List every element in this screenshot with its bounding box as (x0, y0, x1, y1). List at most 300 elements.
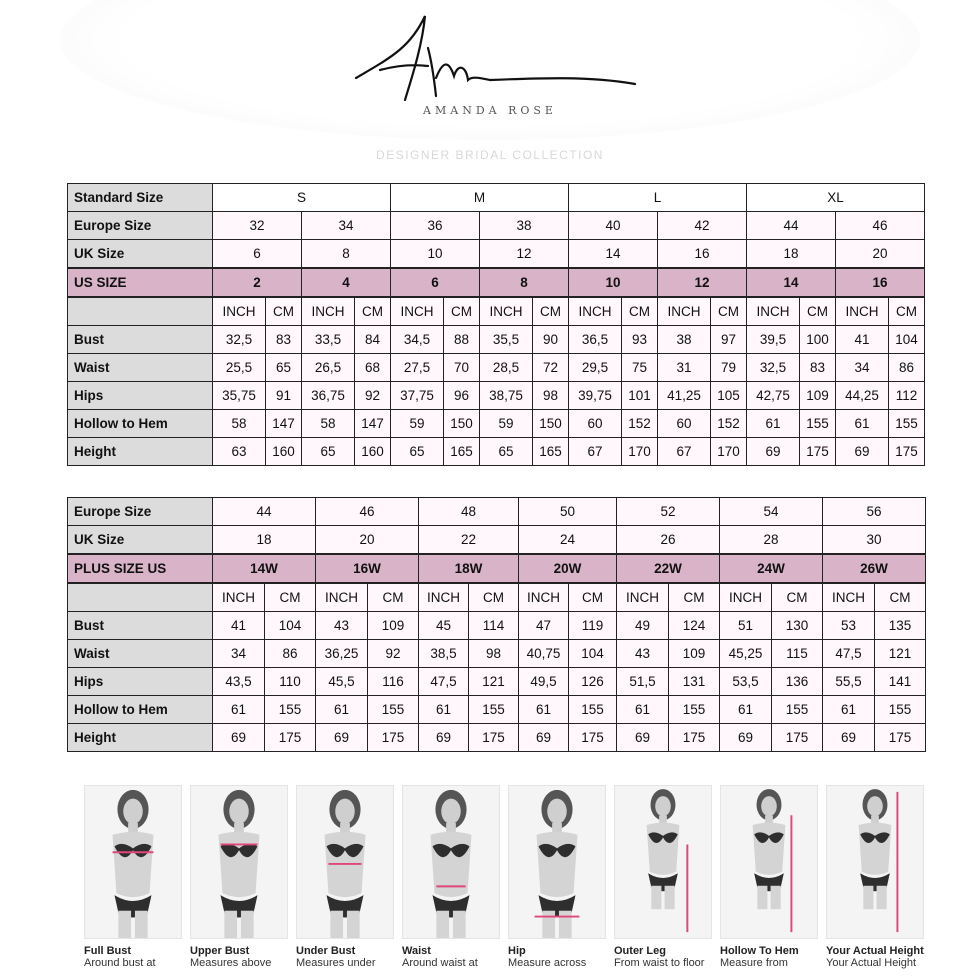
value-cell: 84 (355, 326, 391, 354)
value-cell: 58 (302, 410, 355, 438)
us-size-cell: 22W (617, 554, 720, 583)
value-cell: 79 (711, 354, 747, 382)
us-size-cell: 20W (519, 554, 617, 583)
europe-size-cell: 50 (519, 498, 617, 526)
value-cell: 61 (747, 410, 800, 438)
value-cell: 58 (213, 410, 266, 438)
europe-size-cell: 44 (747, 212, 836, 240)
row-label: Waist (68, 640, 213, 668)
value-cell: 41 (836, 326, 889, 354)
measurement-guide-item (84, 785, 182, 970)
value-cell: 53 (823, 612, 875, 640)
unit-cm-cell: CM (469, 583, 519, 612)
waist-figure-icon (403, 786, 499, 938)
value-cell: 155 (800, 410, 836, 438)
value-cell: 175 (800, 438, 836, 466)
value-cell: 114 (469, 612, 519, 640)
uk-size-cell: 18 (747, 240, 836, 269)
row-label: Hollow to Hem (68, 410, 213, 438)
value-cell: 65 (266, 354, 302, 382)
measurement-guide-item (190, 785, 288, 970)
signature-text: Am (380, 48, 382, 49)
height-figure-icon (827, 786, 923, 938)
brand-name: AMANDA ROSE (423, 104, 557, 117)
measurement-guide-item (402, 785, 500, 970)
value-cell: 68 (355, 354, 391, 382)
value-cell: 55,5 (823, 668, 875, 696)
unit-inch-cell: INCH (316, 583, 368, 612)
unit-cm-cell: CM (669, 583, 720, 612)
us-size-cell: 14W (213, 554, 316, 583)
row-label: Europe Size (68, 212, 213, 240)
value-cell: 96 (444, 382, 480, 410)
value-cell: 109 (669, 640, 720, 668)
uk-size-cell: 18 (213, 526, 316, 555)
europe-size-cell: 32 (213, 212, 302, 240)
figure-frame (508, 785, 606, 939)
unit-cm-cell: CM (875, 583, 926, 612)
uk-size-cell: 24 (519, 526, 617, 555)
value-cell: 160 (266, 438, 302, 466)
value-cell: 34 (213, 640, 265, 668)
value-cell: 165 (444, 438, 480, 466)
row-label: Waist (68, 354, 213, 382)
value-cell: 124 (669, 612, 720, 640)
value-cell: 175 (265, 724, 316, 752)
value-cell: 51,5 (617, 668, 669, 696)
value-cell: 31 (658, 354, 711, 382)
europe-size-cell: 38 (480, 212, 569, 240)
us-size-cell: 16W (316, 554, 419, 583)
guide-description: Around waist at (402, 957, 478, 969)
value-cell: 150 (533, 410, 569, 438)
measurement-row (68, 640, 926, 668)
us-size-cell: 4 (302, 268, 391, 297)
figure-frame (614, 785, 712, 939)
unit-inch-cell: INCH (213, 583, 265, 612)
value-cell: 61 (836, 410, 889, 438)
row-label: Bust (68, 326, 213, 354)
value-cell: 61 (519, 696, 569, 724)
plus-size-chart (67, 497, 926, 752)
value-cell: 147 (355, 410, 391, 438)
measurement-guide (84, 785, 924, 980)
value-cell: 69 (419, 724, 469, 752)
unit-inch-cell: INCH (519, 583, 569, 612)
value-cell: 61 (720, 696, 772, 724)
measurement-guide-item (614, 785, 712, 970)
uk-size-cell: 22 (419, 526, 519, 555)
us-size-cell: 18W (419, 554, 519, 583)
europe-size-row (68, 212, 925, 240)
uk-size-row (68, 526, 926, 555)
europe-size-cell: 54 (720, 498, 823, 526)
row-label (68, 297, 213, 326)
value-cell: 32,5 (747, 354, 800, 382)
value-cell: 109 (800, 382, 836, 410)
uk-size-cell: 12 (480, 240, 569, 269)
value-cell: 101 (622, 382, 658, 410)
guide-description: Around bust at (84, 957, 156, 969)
value-cell: 155 (265, 696, 316, 724)
uk-size-row (68, 240, 925, 269)
value-cell: 33,5 (302, 326, 355, 354)
value-cell: 175 (669, 724, 720, 752)
measurement-row (68, 410, 925, 438)
value-cell: 155 (569, 696, 617, 724)
figure-frame (720, 785, 818, 939)
value-cell: 109 (368, 612, 419, 640)
row-label: PLUS SIZE US (68, 554, 213, 583)
value-cell: 40,75 (519, 640, 569, 668)
unit-inch-cell: INCH (302, 297, 355, 326)
measurement-guide-item (508, 785, 606, 970)
us-size-cell: 2 (213, 268, 302, 297)
guide-description: From waist to floor (614, 957, 705, 969)
value-cell: 49,5 (519, 668, 569, 696)
measurement-guide-item (826, 785, 924, 970)
value-cell: 115 (772, 640, 823, 668)
row-label: UK Size (68, 240, 213, 269)
value-cell: 83 (266, 326, 302, 354)
value-cell: 47,5 (823, 640, 875, 668)
outer-leg-figure-icon (615, 786, 711, 938)
unit-row (68, 583, 926, 612)
standard-size-cell: L (569, 184, 747, 212)
value-cell: 29,5 (569, 354, 622, 382)
value-cell: 43,5 (213, 668, 265, 696)
guide-title: Full Bust (84, 945, 132, 957)
uk-size-cell: 20 (836, 240, 925, 269)
standard-size-cell: S (213, 184, 391, 212)
unit-cm-cell: CM (711, 297, 747, 326)
value-cell: 131 (669, 668, 720, 696)
value-cell: 88 (444, 326, 480, 354)
measurement-guide-item (720, 785, 818, 970)
value-cell: 53,5 (720, 668, 772, 696)
unit-cm-cell: CM (800, 297, 836, 326)
value-cell: 135 (875, 612, 926, 640)
value-cell: 119 (569, 612, 617, 640)
signature-logo (350, 8, 640, 108)
value-cell: 65 (480, 438, 533, 466)
value-cell: 98 (533, 382, 569, 410)
unit-cm-cell: CM (266, 297, 302, 326)
value-cell: 61 (316, 696, 368, 724)
value-cell: 70 (444, 354, 480, 382)
unit-cm-cell: CM (355, 297, 391, 326)
us-size-cell: 24W (720, 554, 823, 583)
row-label: Europe Size (68, 498, 213, 526)
row-label: Standard Size (68, 184, 213, 212)
value-cell: 155 (469, 696, 519, 724)
value-cell: 100 (800, 326, 836, 354)
value-cell: 152 (622, 410, 658, 438)
value-cell: 175 (772, 724, 823, 752)
uk-size-cell: 26 (617, 526, 720, 555)
value-cell: 44,25 (836, 382, 889, 410)
measurement-row (68, 438, 925, 466)
uk-size-cell: 28 (720, 526, 823, 555)
guide-description: Measures above (190, 957, 272, 969)
measurement-row (68, 668, 926, 696)
full-bust-figure-icon (85, 786, 181, 938)
value-cell: 65 (302, 438, 355, 466)
unit-cm-cell: CM (265, 583, 316, 612)
value-cell: 175 (368, 724, 419, 752)
unit-cm-cell: CM (569, 583, 617, 612)
uk-size-cell: 6 (213, 240, 302, 269)
guide-title: Hollow To Hem (720, 945, 799, 957)
value-cell: 155 (669, 696, 720, 724)
value-cell: 92 (368, 640, 419, 668)
value-cell: 60 (569, 410, 622, 438)
measurement-row (68, 696, 926, 724)
value-cell: 67 (658, 438, 711, 466)
unit-inch-cell: INCH (391, 297, 444, 326)
europe-size-cell: 48 (419, 498, 519, 526)
value-cell: 67 (569, 438, 622, 466)
measurement-row (68, 612, 926, 640)
us-size-cell: 12 (658, 268, 747, 297)
value-cell: 34 (836, 354, 889, 382)
figure-frame (402, 785, 500, 939)
measurement-row (68, 724, 926, 752)
value-cell: 90 (533, 326, 569, 354)
unit-cm-cell: CM (622, 297, 658, 326)
europe-size-cell: 44 (213, 498, 316, 526)
us-size-cell: 14 (747, 268, 836, 297)
value-cell: 136 (772, 668, 823, 696)
value-cell: 45,5 (316, 668, 368, 696)
unit-cm-cell: CM (889, 297, 925, 326)
value-cell: 160 (355, 438, 391, 466)
unit-inch-cell: INCH (419, 583, 469, 612)
value-cell: 42,75 (747, 382, 800, 410)
value-cell: 26,5 (302, 354, 355, 382)
figure-frame (296, 785, 394, 939)
us-size-row (68, 268, 925, 297)
value-cell: 141 (875, 668, 926, 696)
us-size-cell: 8 (480, 268, 569, 297)
value-cell: 61 (213, 696, 265, 724)
guide-title: Upper Bust (190, 945, 250, 957)
value-cell: 155 (772, 696, 823, 724)
value-cell: 39,75 (569, 382, 622, 410)
uk-size-cell: 14 (569, 240, 658, 269)
value-cell: 155 (889, 410, 925, 438)
measurement-row (68, 382, 925, 410)
value-cell: 69 (213, 724, 265, 752)
value-cell: 25,5 (213, 354, 266, 382)
unit-inch-cell: INCH (720, 583, 772, 612)
us-size-cell: 16 (836, 268, 925, 297)
figure-frame (826, 785, 924, 939)
us-size-cell: 10 (569, 268, 658, 297)
row-label: Bust (68, 612, 213, 640)
value-cell: 69 (836, 438, 889, 466)
value-cell: 130 (772, 612, 823, 640)
value-cell: 110 (265, 668, 316, 696)
value-cell: 45,25 (720, 640, 772, 668)
value-cell: 72 (533, 354, 569, 382)
value-cell: 121 (469, 668, 519, 696)
guide-description: Your Actual Height (826, 957, 917, 969)
value-cell: 97 (711, 326, 747, 354)
value-cell: 155 (875, 696, 926, 724)
europe-size-cell: 46 (836, 212, 925, 240)
unit-cm-cell: CM (772, 583, 823, 612)
value-cell: 86 (889, 354, 925, 382)
unit-inch-cell: INCH (213, 297, 266, 326)
value-cell: 41,25 (658, 382, 711, 410)
value-cell: 86 (265, 640, 316, 668)
measurement-guide-item (296, 785, 394, 970)
value-cell: 104 (889, 326, 925, 354)
brand-header (0, 0, 980, 175)
value-cell: 147 (266, 410, 302, 438)
row-label: Hips (68, 382, 213, 410)
value-cell: 69 (519, 724, 569, 752)
uk-size-cell: 20 (316, 526, 419, 555)
value-cell: 75 (622, 354, 658, 382)
under-bust-figure-icon (297, 786, 393, 938)
value-cell: 38,5 (419, 640, 469, 668)
value-cell: 93 (622, 326, 658, 354)
uk-size-cell: 30 (823, 526, 926, 555)
guide-title: Your Actual Height (826, 945, 924, 957)
plus-size-us-row (68, 554, 926, 583)
value-cell: 37,75 (391, 382, 444, 410)
uk-size-cell: 16 (658, 240, 747, 269)
hip-figure-icon (509, 786, 605, 938)
unit-inch-cell: INCH (569, 297, 622, 326)
value-cell: 92 (355, 382, 391, 410)
value-cell: 36,75 (302, 382, 355, 410)
guide-description: Measure from (720, 957, 788, 969)
value-cell: 175 (889, 438, 925, 466)
europe-size-cell: 42 (658, 212, 747, 240)
value-cell: 51 (720, 612, 772, 640)
unit-inch-cell: INCH (480, 297, 533, 326)
value-cell: 63 (213, 438, 266, 466)
standard-size-chart (67, 183, 925, 466)
value-cell: 35,5 (480, 326, 533, 354)
value-cell: 112 (889, 382, 925, 410)
guide-title: Waist (402, 945, 431, 957)
value-cell: 126 (569, 668, 617, 696)
value-cell: 35,75 (213, 382, 266, 410)
value-cell: 175 (469, 724, 519, 752)
value-cell: 83 (800, 354, 836, 382)
unit-cm-cell: CM (533, 297, 569, 326)
value-cell: 61 (823, 696, 875, 724)
value-cell: 98 (469, 640, 519, 668)
row-label: UK Size (68, 526, 213, 555)
value-cell: 45 (419, 612, 469, 640)
value-cell: 59 (391, 410, 444, 438)
guide-description: Measure across (508, 957, 587, 969)
guide-title: Outer Leg (614, 945, 666, 957)
uk-size-cell: 8 (302, 240, 391, 269)
upper-bust-figure-icon (191, 786, 287, 938)
row-label (68, 583, 213, 612)
europe-size-cell: 34 (302, 212, 391, 240)
measurement-row (68, 326, 925, 354)
value-cell: 38 (658, 326, 711, 354)
value-cell: 69 (316, 724, 368, 752)
value-cell: 36,5 (569, 326, 622, 354)
value-cell: 43 (316, 612, 368, 640)
value-cell: 69 (823, 724, 875, 752)
standard-size-cell: M (391, 184, 569, 212)
value-cell: 170 (711, 438, 747, 466)
value-cell: 38,75 (480, 382, 533, 410)
unit-inch-cell: INCH (747, 297, 800, 326)
value-cell: 43 (617, 640, 669, 668)
value-cell: 69 (747, 438, 800, 466)
row-label: Height (68, 724, 213, 752)
value-cell: 59 (480, 410, 533, 438)
value-cell: 150 (444, 410, 480, 438)
value-cell: 170 (622, 438, 658, 466)
value-cell: 104 (265, 612, 316, 640)
unit-row (68, 297, 925, 326)
value-cell: 104 (569, 640, 617, 668)
figure-frame (190, 785, 288, 939)
guide-description: Measures under (296, 957, 376, 969)
standard-size-cell: XL (747, 184, 925, 212)
hollow-to-hem-figure-icon (721, 786, 817, 938)
europe-size-cell: 52 (617, 498, 720, 526)
unit-inch-cell: INCH (658, 297, 711, 326)
value-cell: 34,5 (391, 326, 444, 354)
uk-size-cell: 10 (391, 240, 480, 269)
row-label: Hollow to Hem (68, 696, 213, 724)
guide-title: Under Bust (296, 945, 356, 957)
value-cell: 65 (391, 438, 444, 466)
unit-inch-cell: INCH (617, 583, 669, 612)
europe-size-cell: 56 (823, 498, 926, 526)
us-size-cell: 26W (823, 554, 926, 583)
europe-size-cell: 40 (569, 212, 658, 240)
value-cell: 91 (266, 382, 302, 410)
value-cell: 27,5 (391, 354, 444, 382)
guide-title: Hip (508, 945, 526, 957)
row-label: US SIZE (68, 268, 213, 297)
value-cell: 175 (875, 724, 926, 752)
value-cell: 60 (658, 410, 711, 438)
value-cell: 47 (519, 612, 569, 640)
figure-frame (84, 785, 182, 939)
value-cell: 175 (569, 724, 617, 752)
value-cell: 121 (875, 640, 926, 668)
value-cell: 39,5 (747, 326, 800, 354)
unit-cm-cell: CM (444, 297, 480, 326)
unit-inch-cell: INCH (823, 583, 875, 612)
europe-size-cell: 36 (391, 212, 480, 240)
standard-size-row (68, 184, 925, 212)
measurement-row (68, 354, 925, 382)
value-cell: 41 (213, 612, 265, 640)
us-size-cell: 6 (391, 268, 480, 297)
unit-inch-cell: INCH (836, 297, 889, 326)
europe-size-row (68, 498, 926, 526)
value-cell: 49 (617, 612, 669, 640)
unit-cm-cell: CM (368, 583, 419, 612)
value-cell: 47,5 (419, 668, 469, 696)
value-cell: 28,5 (480, 354, 533, 382)
